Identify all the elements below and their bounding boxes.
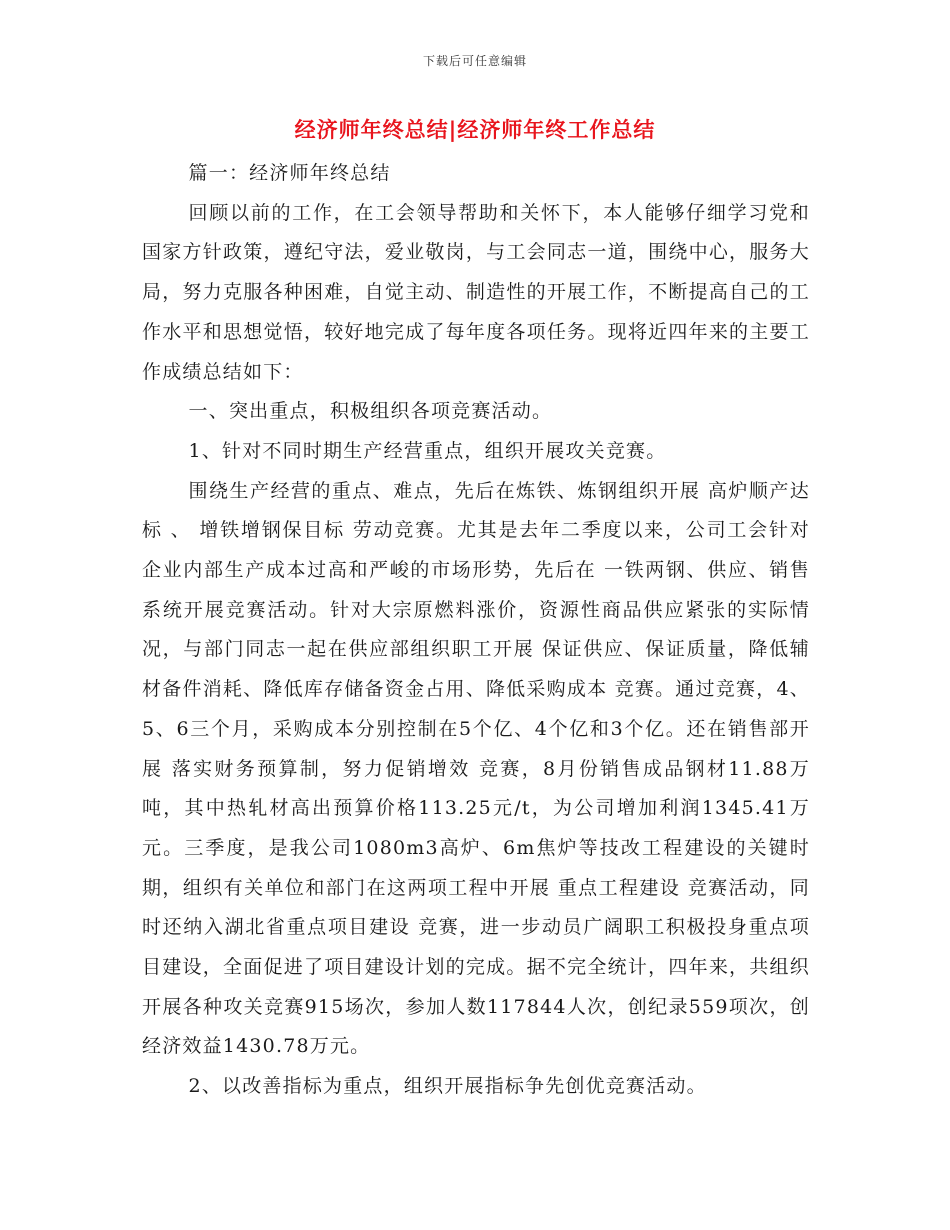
section-heading-1: 一、突出重点，积极组织各项竞赛活动。 — [188, 400, 553, 423]
section-heading: 篇一：经济师年终总结 — [188, 162, 391, 184]
subsection-heading-2: 2、以改善指标为重点，组织开展指标争先创优竞赛活动。 — [188, 1075, 707, 1098]
paragraph-competitions: 围绕生产经营的重点、难点，先后在炼铁、炼钢组织开展 高炉顺产达标 、 增铁增钢保目标 劳动竞赛。尤其是去年二季度以来，公司工会针对企业内部生产成本过高和严峻的市场形势，先后在 一铁两钢、供应、销售系统开展竞赛活动。针对大宗原燃料涨价，资源性商品供应紧张的实际情况，与部门同志一起在供应部组织职工开展 保证供应、保证质量，降低辅材备件消耗、降低库存储备资金占用、降低采购成本 竞赛。通过竞赛，4、5、6三个月，采购成本分别控制在5个亿、4个亿和3个亿。还在销售部开展 落实财务预算制，努力促销增效 竞赛，8月份销售成品钢材11.88万吨，其中热轧材高出预算价格113.25元/t，为公司增加利润1345.41万元。三季度，是我公司1080m3高炉、6m焦炉等技改工程建设的关键时期，组织有关单位和部门在这两项工程中开展 重点工程建设 竞赛活动，同时还纳入湖北省重点项目建设 竞赛，进一步动员广阔职工积极投身重点项目建设，全面促进了项目建设计划的完成。据不完全统计，四年来，共组织开展各种攻关竞赛915场次，参加人数117844人次，创纪录559项次，创经济效益1430.78万元。 — [142, 479, 810, 1058]
document-title: 经济师年终总结|经济师年终工作总结 — [294, 118, 656, 142]
paragraph-intro: 回顾以前的工作，在工会领导帮助和关怀下，本人能够仔细学习党和国家方针政策，遵纪守法，爱业敬岗，与工会同志一道，围绕中心，服务大局，努力克服各种困难，自觉主动、制造性的开展工作，不断提高自己的工作水平和思想觉悟，较好地完成了每年度各项任务。现将近四年来的主要工作成绩总结如下： — [142, 201, 810, 383]
subsection-heading-1: 1、针对不同时期生产经营重点，组织开展攻关竞赛。 — [188, 439, 667, 462]
header-note: 下载后可任意编辑 — [422, 54, 527, 68]
document-body — [142, 154, 810, 1107]
